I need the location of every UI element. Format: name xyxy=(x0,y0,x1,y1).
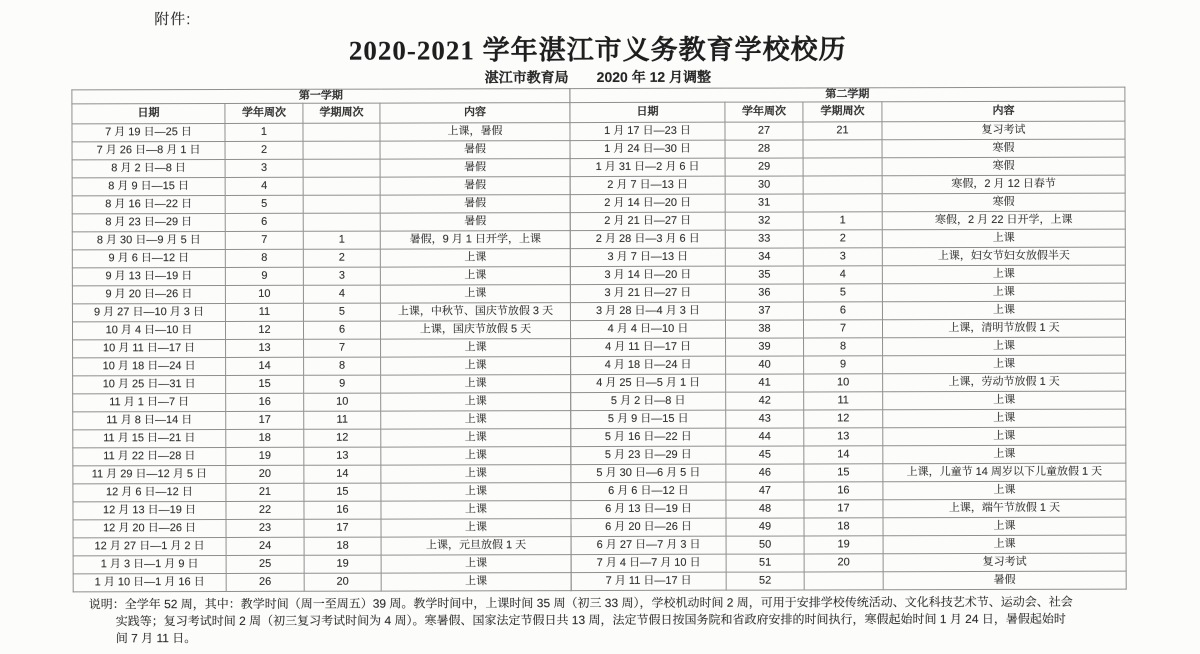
cell-content: 寒假，2 月 22 日开学，上课 xyxy=(882,211,1125,230)
cell-year-week: 7 xyxy=(225,231,303,249)
cell-term-week: 8 xyxy=(304,357,381,375)
cell-term-week: 6 xyxy=(803,302,882,320)
cell-date: 4 月 18 日—24 日 xyxy=(571,356,726,374)
issuer-label: 湛江市教育局 xyxy=(484,69,569,86)
cell-term-week xyxy=(303,141,380,159)
cell-date: 12 月 27 日—1 月 2 日 xyxy=(73,537,226,555)
cell-term-week: 3 xyxy=(303,267,380,285)
table-row xyxy=(571,517,1126,536)
cell-date: 8 月 9 日—15 日 xyxy=(72,177,225,195)
cell-content: 寒假 xyxy=(882,157,1125,176)
cell-year-week: 4 xyxy=(225,177,303,195)
cell-content: 上课 xyxy=(883,535,1126,554)
table-row xyxy=(73,483,571,502)
col-header-date: 日期 xyxy=(72,103,225,123)
cell-content: 上课 xyxy=(381,339,571,357)
cell-content: 暑假 xyxy=(883,571,1126,590)
table-row xyxy=(72,321,570,340)
cell-date: 9 月 6 日—12 日 xyxy=(72,249,225,267)
table-row xyxy=(73,501,571,520)
cell-content: 上课，妇女节妇女放假半天 xyxy=(882,247,1125,266)
cell-year-week: 32 xyxy=(725,212,803,230)
table-row xyxy=(570,175,1125,194)
cell-year-week: 47 xyxy=(726,482,804,500)
cell-content: 上课，儿童节 14 周岁以下儿童放假 1 天 xyxy=(883,463,1126,482)
cell-date: 1 月 3 日—1 月 9 日 xyxy=(73,555,226,573)
col-header-date: 日期 xyxy=(570,102,725,122)
cell-content: 暑假 xyxy=(380,159,570,177)
footnote-line-3: 间 7 月 11 日。 xyxy=(115,631,197,646)
cell-year-week: 10 xyxy=(225,285,303,303)
cell-term-week: 12 xyxy=(304,429,381,447)
cell-content: 上课 xyxy=(882,229,1125,248)
table-row xyxy=(571,553,1126,572)
cell-date: 11 月 15 日—21 日 xyxy=(73,429,226,447)
cell-year-week: 46 xyxy=(726,464,804,482)
cell-date: 11 月 29 日—12 月 5 日 xyxy=(73,465,226,483)
cell-term-week xyxy=(303,195,380,213)
cell-date: 11 月 1 日—7 日 xyxy=(73,393,226,411)
cell-term-week xyxy=(803,140,882,158)
cell-content: 上课 xyxy=(381,501,571,519)
cell-year-week: 12 xyxy=(225,321,303,339)
cell-year-week: 2 xyxy=(225,141,303,159)
cell-date: 4 月 4 日—10 日 xyxy=(570,320,725,338)
calendar-tables xyxy=(71,87,1126,593)
cell-content: 上课 xyxy=(380,249,570,267)
table-row xyxy=(72,177,570,196)
cell-content: 寒假，2 月 12 日春节 xyxy=(882,175,1125,194)
table-row xyxy=(570,229,1125,248)
footnote xyxy=(89,594,1134,648)
semester-1-table xyxy=(71,88,571,592)
cell-content: 上课 xyxy=(381,573,571,591)
col-header-term-week: 学期周次 xyxy=(803,102,882,122)
cell-content: 上课 xyxy=(882,265,1125,284)
cell-date: 6 月 27 日—7 月 3 日 xyxy=(571,536,726,554)
cell-date: 1 月 17 日—23 日 xyxy=(570,122,725,140)
table-row xyxy=(73,393,571,412)
table-row xyxy=(73,357,571,376)
table-row xyxy=(72,123,570,142)
cell-year-week: 45 xyxy=(726,446,804,464)
cell-term-week: 9 xyxy=(304,375,381,393)
cell-date: 2 月 7 日—13 日 xyxy=(570,176,725,194)
cell-term-week: 4 xyxy=(803,266,882,284)
cell-content: 复习考试 xyxy=(882,121,1125,140)
cell-date: 3 月 28 日—4 月 3 日 xyxy=(570,302,725,320)
cell-year-week: 50 xyxy=(726,536,804,554)
table-row xyxy=(570,283,1125,302)
cell-date: 8 月 2 日—8 日 xyxy=(72,159,225,177)
cell-year-week: 27 xyxy=(725,122,803,140)
cell-year-week: 21 xyxy=(226,483,304,501)
table-row xyxy=(570,301,1125,320)
cell-date: 5 月 30 日—6 月 5 日 xyxy=(571,464,726,482)
cell-date: 9 月 27 日—10 月 3 日 xyxy=(72,303,225,321)
cell-term-week xyxy=(804,572,883,590)
attachment-label: 附件: xyxy=(154,11,192,29)
cell-year-week: 26 xyxy=(226,573,304,591)
table-row xyxy=(72,159,570,178)
cell-year-week: 1 xyxy=(225,123,303,141)
cell-content: 上课 xyxy=(381,447,571,465)
table-row xyxy=(571,337,1126,356)
table-row xyxy=(571,355,1126,374)
cell-date: 6 月 13 日—19 日 xyxy=(571,500,726,518)
cell-term-week: 7 xyxy=(803,320,882,338)
cell-content: 上课 xyxy=(381,393,571,411)
cell-year-week: 25 xyxy=(226,555,304,573)
cell-date: 5 月 9 日—15 日 xyxy=(571,410,726,428)
table-row xyxy=(571,373,1126,392)
cell-term-week: 6 xyxy=(303,321,380,339)
cell-content: 暑假 xyxy=(380,177,570,195)
cell-year-week: 23 xyxy=(226,519,304,537)
cell-year-week: 44 xyxy=(726,428,804,446)
cell-date: 7 月 26 日—8 月 1 日 xyxy=(72,141,225,159)
cell-content: 上课 xyxy=(381,519,571,537)
cell-year-week: 41 xyxy=(726,374,804,392)
cell-content: 上课 xyxy=(381,555,571,573)
cell-year-week: 30 xyxy=(725,176,803,194)
table-row xyxy=(570,157,1125,176)
cell-term-week: 14 xyxy=(804,446,883,464)
cell-term-week xyxy=(303,213,380,231)
cell-content: 上课 xyxy=(883,445,1126,464)
cell-date: 8 月 30 日—9 月 5 日 xyxy=(72,231,225,249)
page-title: 2020-2021 学年湛江市义务教育学校校历 xyxy=(348,34,847,66)
cell-content: 上课 xyxy=(883,481,1126,500)
cell-year-week: 3 xyxy=(225,159,303,177)
cell-year-week: 18 xyxy=(226,429,304,447)
cell-term-week xyxy=(303,123,380,141)
col-header-content: 内容 xyxy=(380,103,570,123)
cell-content: 上课，劳动节放假 1 天 xyxy=(883,373,1126,392)
cell-year-week: 22 xyxy=(226,501,304,519)
cell-term-week: 4 xyxy=(303,285,380,303)
cell-date: 12 月 13 日—19 日 xyxy=(73,501,226,519)
cell-content: 寒假 xyxy=(882,139,1125,158)
cell-year-week: 15 xyxy=(226,375,304,393)
cell-content: 寒假 xyxy=(882,193,1125,212)
column-header-row xyxy=(570,101,1125,122)
cell-content: 上课 xyxy=(882,283,1125,302)
col-header-content: 内容 xyxy=(882,101,1125,122)
cell-content: 上课 xyxy=(882,301,1125,320)
cell-content: 暑假 xyxy=(380,195,570,213)
cell-date: 6 月 20 日—26 日 xyxy=(571,518,726,536)
semester-1-rows xyxy=(72,123,571,592)
table-row xyxy=(72,231,570,250)
cell-content: 上课 xyxy=(883,409,1126,428)
cell-content: 上课，国庆节放假 5 天 xyxy=(380,321,570,339)
cell-content: 复习考试 xyxy=(883,553,1126,572)
cell-date: 2 月 14 日—20 日 xyxy=(570,194,725,212)
cell-date: 11 月 8 日—14 日 xyxy=(73,411,226,429)
cell-term-week: 2 xyxy=(803,230,882,248)
cell-date: 5 月 2 日—8 日 xyxy=(571,392,726,410)
cell-date: 1 月 10 日—1 月 16 日 xyxy=(73,573,226,591)
table-row xyxy=(570,211,1125,230)
cell-term-week: 19 xyxy=(804,536,883,554)
cell-date: 9 月 20 日—26 日 xyxy=(72,285,225,303)
col-header-year-week: 学年周次 xyxy=(725,102,803,122)
cell-content: 上课，清明节放假 1 天 xyxy=(882,319,1125,338)
cell-content: 暑假 xyxy=(380,141,570,159)
cell-year-week: 43 xyxy=(726,410,804,428)
cell-content: 暑假 xyxy=(380,213,570,231)
cell-year-week: 16 xyxy=(226,393,304,411)
cell-year-week: 14 xyxy=(226,357,304,375)
cell-term-week xyxy=(303,177,380,195)
cell-date: 5 月 23 日—29 日 xyxy=(571,446,726,464)
cell-date: 12 月 20 日—26 日 xyxy=(73,519,226,537)
cell-term-week: 15 xyxy=(804,464,883,482)
cell-year-week: 8 xyxy=(225,249,303,267)
col-header-year-week: 学年周次 xyxy=(225,103,303,123)
table-row xyxy=(73,555,571,574)
cell-term-week: 5 xyxy=(303,303,380,321)
cell-year-week: 38 xyxy=(725,320,803,338)
cell-date: 3 月 7 日—13 日 xyxy=(570,248,725,266)
table-row xyxy=(571,535,1126,554)
table-row xyxy=(571,391,1126,410)
cell-year-week: 19 xyxy=(226,447,304,465)
table-row xyxy=(73,375,571,394)
cell-content: 上课 xyxy=(380,285,570,303)
cell-date: 3 月 14 日—20 日 xyxy=(570,266,725,284)
cell-date: 7 月 4 日—7 月 10 日 xyxy=(571,554,726,572)
table-row xyxy=(570,319,1125,338)
cell-term-week: 13 xyxy=(304,447,381,465)
cell-date: 10 月 11 日—17 日 xyxy=(73,339,226,357)
table-row xyxy=(73,519,571,538)
cell-year-week: 6 xyxy=(225,213,303,231)
cell-year-week: 51 xyxy=(726,554,804,572)
cell-date: 12 月 6 日—12 日 xyxy=(73,483,226,501)
cell-year-week: 36 xyxy=(725,284,803,302)
table-row xyxy=(72,141,570,160)
table-row xyxy=(571,445,1126,464)
cell-term-week xyxy=(303,159,380,177)
cell-term-week: 13 xyxy=(804,428,883,446)
semester-title-row xyxy=(570,87,1125,102)
semester-2-table xyxy=(569,87,1126,591)
table-row xyxy=(571,481,1126,500)
cell-term-week: 17 xyxy=(804,500,883,518)
cell-year-week: 24 xyxy=(226,537,304,555)
cell-date: 10 月 4 日—10 日 xyxy=(72,321,225,339)
cell-content: 上课 xyxy=(380,267,570,285)
cell-date: 8 月 16 日—22 日 xyxy=(72,195,225,213)
table-row xyxy=(571,409,1126,428)
cell-year-week: 39 xyxy=(726,338,804,356)
cell-year-week: 29 xyxy=(725,158,803,176)
cell-term-week: 7 xyxy=(304,339,381,357)
table-row xyxy=(72,213,570,232)
cell-content: 上课 xyxy=(883,355,1126,374)
table-row xyxy=(73,573,571,592)
cell-year-week: 28 xyxy=(725,140,803,158)
cell-term-week xyxy=(803,194,882,212)
cell-year-week: 48 xyxy=(726,500,804,518)
table-row xyxy=(571,499,1126,518)
cell-year-week: 34 xyxy=(725,248,803,266)
subtitle xyxy=(71,66,1124,89)
table-row xyxy=(570,247,1125,266)
cell-content: 上课，元旦放假 1 天 xyxy=(381,537,571,555)
table-row xyxy=(73,429,571,448)
cell-content: 上课 xyxy=(381,429,571,447)
semester-1-title: 第一学期 xyxy=(72,89,570,104)
cell-content: 上课，中秋节、国庆节放假 3 天 xyxy=(380,303,570,321)
cell-term-week: 10 xyxy=(304,393,381,411)
cell-content: 上课，暑假 xyxy=(380,123,570,141)
cell-content: 上课 xyxy=(381,465,571,483)
cell-date: 7 月 19 日—25 日 xyxy=(72,123,225,141)
cell-term-week xyxy=(803,176,882,194)
cell-date: 2 月 21 日—27 日 xyxy=(570,212,725,230)
cell-year-week: 35 xyxy=(725,266,803,284)
cell-content: 上课 xyxy=(883,427,1126,446)
table-row xyxy=(570,193,1125,212)
cell-date: 9 月 13 日—19 日 xyxy=(72,267,225,285)
cell-term-week: 1 xyxy=(803,212,882,230)
table-row xyxy=(72,249,570,268)
cell-year-week: 17 xyxy=(226,411,304,429)
cell-date: 1 月 31 日—2 月 6 日 xyxy=(570,158,725,176)
cell-year-week: 31 xyxy=(725,194,803,212)
table-row xyxy=(73,339,571,358)
cell-date: 6 月 6 日—12 日 xyxy=(571,482,726,500)
footnote-line-2: 实践等；复习考试时间 2 周（初三复习考试时间为 4 周）。寒暑假、国家法定节假日共 13 周，法定节假日按国务院和省政府安排的时间执行，寒假起始时间 1 月 24 日，暑假起始时 xyxy=(115,611,1066,629)
cell-content: 上课 xyxy=(381,375,571,393)
cell-content: 上课，端午节放假 1 天 xyxy=(883,499,1126,518)
cell-year-week: 9 xyxy=(225,267,303,285)
table-row xyxy=(570,139,1125,158)
semester-title-row xyxy=(72,89,570,104)
cell-year-week: 20 xyxy=(226,465,304,483)
table-row xyxy=(73,537,571,556)
cell-content: 上课 xyxy=(381,411,571,429)
cell-term-week: 19 xyxy=(304,555,381,573)
cell-term-week: 16 xyxy=(304,501,381,519)
cell-date: 5 月 16 日—22 日 xyxy=(571,428,726,446)
cell-year-week: 11 xyxy=(225,303,303,321)
cell-term-week: 11 xyxy=(304,411,381,429)
cell-term-week: 18 xyxy=(804,518,883,536)
cell-date: 7 月 11 日—17 日 xyxy=(571,572,726,590)
semester-2-title: 第二学期 xyxy=(570,87,1125,102)
cell-term-week: 11 xyxy=(804,392,883,410)
cell-year-week: 33 xyxy=(725,230,803,248)
cell-term-week: 14 xyxy=(304,465,381,483)
cell-term-week: 8 xyxy=(804,338,883,356)
cell-year-week: 37 xyxy=(725,302,803,320)
revision-date-label: 2020 年 12 月调整 xyxy=(596,68,712,86)
cell-content: 上课 xyxy=(883,517,1126,536)
cell-date: 2 月 28 日—3 月 6 日 xyxy=(570,230,725,248)
cell-term-week: 2 xyxy=(303,249,380,267)
cell-term-week: 10 xyxy=(804,374,883,392)
cell-content: 上课 xyxy=(381,357,571,375)
col-header-term-week: 学期周次 xyxy=(303,103,380,123)
cell-term-week: 3 xyxy=(803,248,882,266)
cell-year-week: 13 xyxy=(226,339,304,357)
cell-term-week: 1 xyxy=(303,231,380,249)
cell-term-week: 12 xyxy=(804,410,883,428)
cell-year-week: 49 xyxy=(726,518,804,536)
cell-term-week: 9 xyxy=(804,356,883,374)
table-row xyxy=(73,465,571,484)
cell-date: 10 月 25 日—31 日 xyxy=(73,375,226,393)
cell-content: 上课 xyxy=(883,337,1126,356)
cell-date: 8 月 23 日—29 日 xyxy=(72,213,225,231)
table-row xyxy=(570,265,1125,284)
cell-year-week: 42 xyxy=(726,392,804,410)
cell-content: 上课 xyxy=(381,483,571,501)
cell-term-week xyxy=(803,158,882,176)
cell-date: 4 月 11 日—17 日 xyxy=(571,338,726,356)
cell-year-week: 40 xyxy=(726,356,804,374)
cell-term-week: 20 xyxy=(804,554,883,572)
table-row xyxy=(571,571,1126,590)
column-header-row xyxy=(72,103,570,124)
cell-date: 10 月 18 日—24 日 xyxy=(73,357,226,375)
cell-term-week: 21 xyxy=(803,122,882,140)
table-row xyxy=(73,411,571,430)
cell-date: 3 月 21 日—27 日 xyxy=(570,284,725,302)
cell-term-week: 17 xyxy=(304,519,381,537)
cell-year-week: 52 xyxy=(726,572,804,590)
table-row xyxy=(72,267,570,286)
table-row xyxy=(72,195,570,214)
table-row xyxy=(72,285,570,304)
semester-2-rows xyxy=(570,121,1126,590)
cell-term-week: 5 xyxy=(803,284,882,302)
cell-content: 上课 xyxy=(883,391,1126,410)
cell-date: 4 月 25 日—5 月 1 日 xyxy=(571,374,726,392)
footnote-line-1: 说明：全学年 52 周，其中：教学时间（周一至周五）39 周。教学时间中，上课时间 35 周（初三 33 周），学校机动时间 2 周，可用于安排学校传统活动、文化科技艺术节、运动会、社会 xyxy=(88,594,1073,612)
cell-date: 1 月 24 日—30 日 xyxy=(570,140,725,158)
cell-term-week: 15 xyxy=(304,483,381,501)
cell-date: 11 月 22 日—28 日 xyxy=(73,447,226,465)
cell-content: 暑假，9 月 1 日开学，上课 xyxy=(380,231,570,249)
table-row xyxy=(73,447,571,466)
table-row xyxy=(570,121,1125,140)
table-row xyxy=(72,303,570,322)
cell-term-week: 16 xyxy=(804,482,883,500)
cell-term-week: 18 xyxy=(304,537,381,555)
cell-year-week: 5 xyxy=(225,195,303,213)
table-row xyxy=(571,463,1126,482)
cell-term-week: 20 xyxy=(304,573,381,591)
table-row xyxy=(571,427,1126,446)
